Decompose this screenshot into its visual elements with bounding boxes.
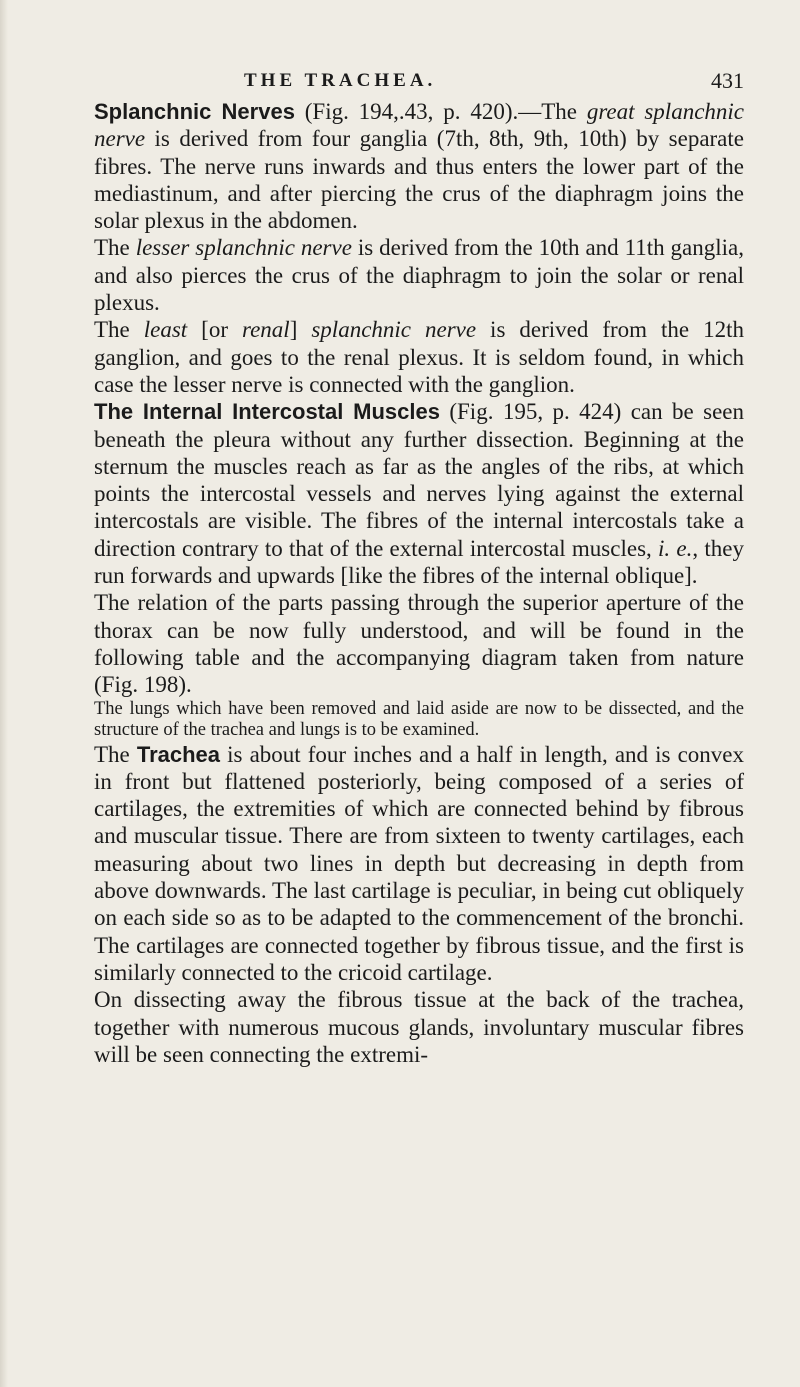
running-header	[94, 58, 744, 98]
small-print-note: The lungs which have been removed and laid aside are now to be dissected, and the structure of the trachea and lungs is to be examined.	[94, 698, 744, 740]
section-heading: The Internal Intercostal Muscles	[94, 399, 440, 425]
paragraph-internal-intercostals: The Internal Intercostal Muscles (Fig. 195, p. 424) can be seen beneath the pleura without any further dissection. Beginning at the sternum the muscles reach as far as the angles of the ribs, at which points the intercostal vessels and nerves lying against the external intercostals are visible. The fibres of the internal intercostals take a direction contrary to that of the external intercostal muscles, i. e., they run forwards and upwards [like the fibres of the internal oblique].	[94, 399, 745, 589]
paragraph-splanchnic-nerves: Splanchnic Nerves (Fig. 194,.43, p. 420).—The great splanchnic nerve is derived from four ganglia (7th, 8th, 9th, 10th) by separate fibres. The nerve runs inwards and thus enters the lower part of the mediastinum, and after piercing the crus of the diaphragm joins the solar plexus in the abdomen.	[94, 99, 744, 234]
paragraph-dissecting-trachea: On dissecting away the fibrous tissue at the back of the trachea, together with numerous mucous glands, involuntary muscular fibres will be seen connecting the extremi-	[94, 987, 744, 1067]
page-edge-shadow	[0, 0, 8, 1387]
running-title: THE TRACHEA.	[244, 70, 437, 91]
body-text	[94, 98, 744, 1068]
paragraph-lesser-splanchnic: The lesser splanchnic nerve is derived from the 10th and 11th ganglia, and also pierces the crus of the diaphragm to join the solar or renal plexus.	[94, 235, 744, 316]
section-heading: Splanchnic Nerves	[94, 99, 295, 124]
paragraph-trachea: The Trachea is about four inches and a half in length, and is convex in front but flattened posteriorly, being composed of a series of cartilages, the extremities of which are connected behind by fibrous and muscular tissue. There are from sixteen to twenty cartilages, each measuring about two lines in depth but decreasing in depth from above downwards. The last cartilage is peculiar, in being cut obliquely on each side so as to be adapted to the commencement of the bronchi. The cartilages are connected together by fibrous tissue, and the first is similarly connected to the cricoid cartilage.	[94, 741, 744, 985]
book-page	[94, 58, 744, 1068]
section-heading: Trachea	[136, 741, 221, 767]
page-number: 431	[711, 68, 744, 93]
paragraph-least-splanchnic: The least [or renal] splanchnic nerve is derived from the 12th ganglion, and goes to the renal plexus. It is seldom found, in which case the lesser nerve is connected with the ganglion.	[94, 317, 744, 397]
paragraph-superior-aperture: The relation of the parts passing through the superior aperture of the thorax can be now fully understood, and will be found in the following table and the accompanying diagram taken from nature (Fig. 198).	[94, 590, 744, 698]
